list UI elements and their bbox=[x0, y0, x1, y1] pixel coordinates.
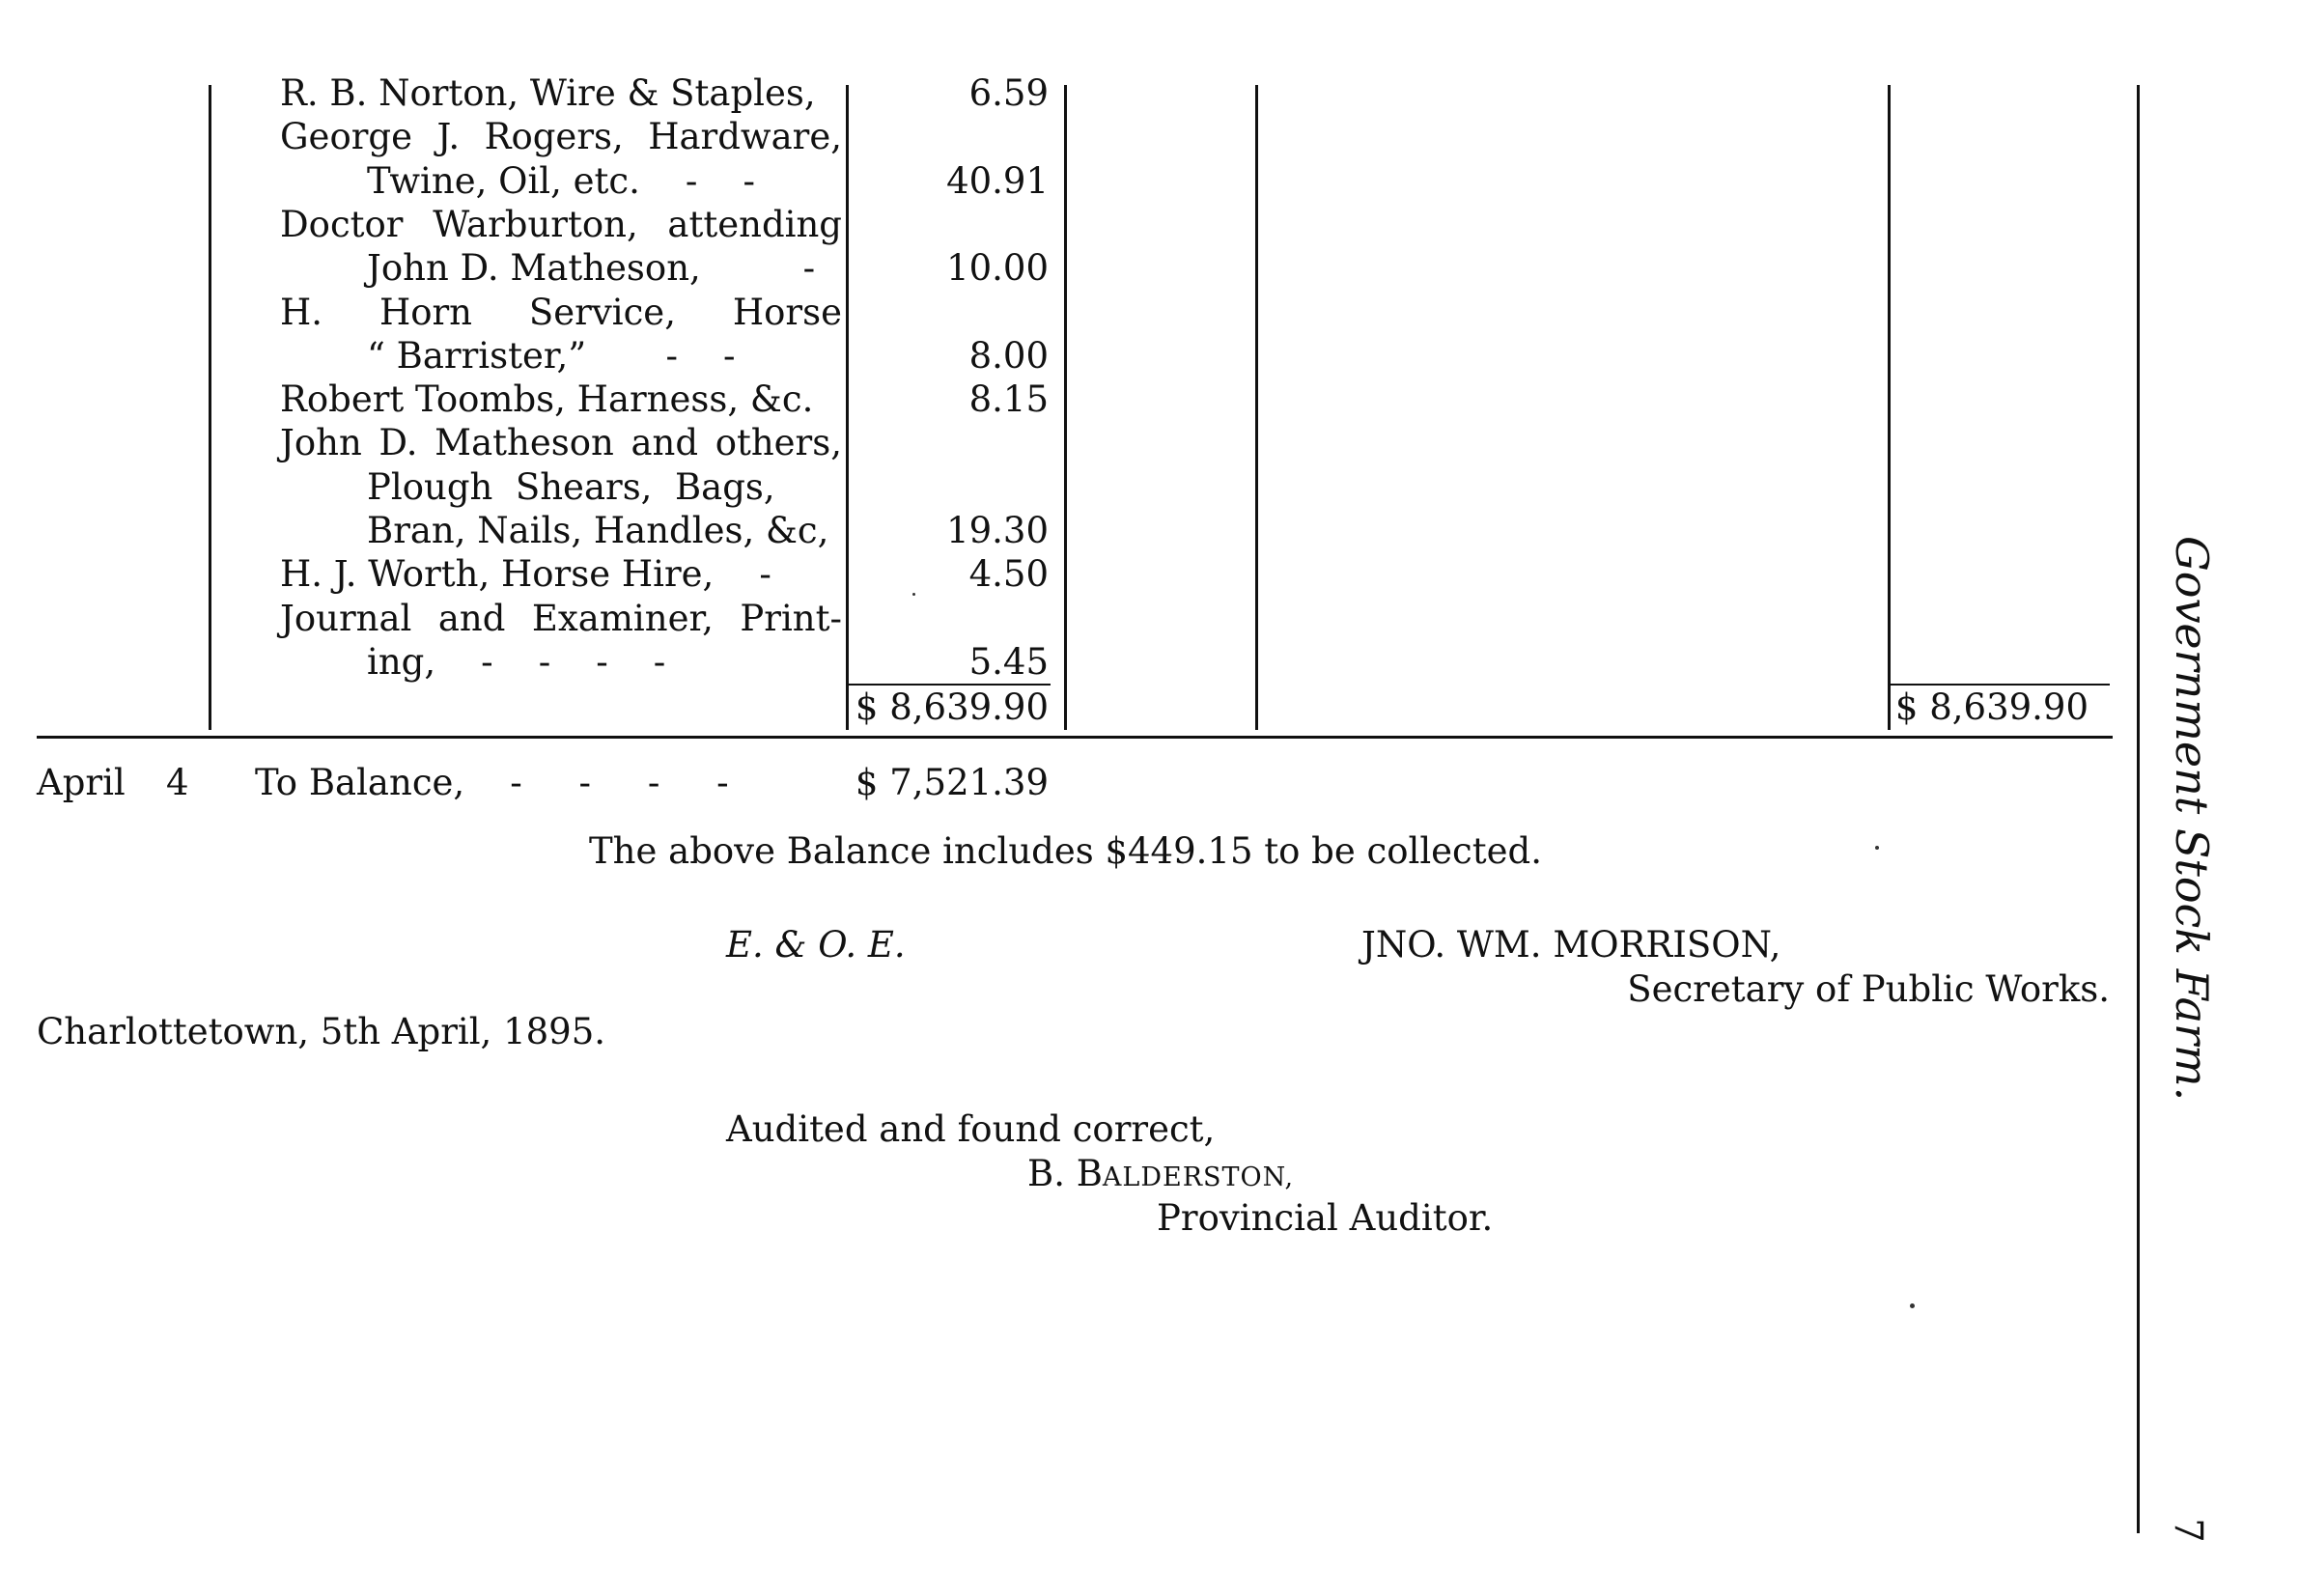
ledger-total-left: $ 8,639.90 bbox=[855, 686, 1049, 728]
ledger-bottom-rule bbox=[37, 736, 2113, 739]
ledger-entry-amount: 40.91 bbox=[946, 159, 1049, 202]
ledger-entry-line: Plough Shears, Bags, bbox=[367, 465, 775, 508]
balance-day: 4 bbox=[166, 762, 189, 803]
ledger-entry-amount: 4.50 bbox=[968, 553, 1049, 596]
ledger-entry-line: Robert Toombs, Harness, &c. bbox=[280, 378, 814, 421]
ledger-entry-amount: 8.00 bbox=[968, 334, 1049, 377]
running-title: Government Stock Farm. bbox=[2166, 536, 2218, 1102]
ledger-entry-line: Twine, Oil, etc. - - bbox=[367, 159, 755, 202]
ledger-rule-left bbox=[209, 85, 211, 730]
ledger-entry-line: “ Barrister,” - - bbox=[367, 334, 736, 377]
errors-omissions-excepted: E. & O. E. bbox=[726, 924, 906, 966]
print-speck bbox=[1910, 1303, 1915, 1308]
balance-month: April bbox=[37, 762, 126, 803]
auditor-name-initial: B. B bbox=[1027, 1153, 1103, 1194]
auditor-name bbox=[1027, 1152, 1294, 1199]
ledger-rule-amount-left bbox=[846, 85, 849, 730]
signatory-title: Secretary of Public Works. bbox=[1627, 968, 2110, 1010]
ledger-entry-amount: 6.59 bbox=[968, 72, 1049, 114]
page-rule-right bbox=[2137, 85, 2140, 1533]
ledger-entry-amount: 5.45 bbox=[968, 640, 1049, 683]
ledger-entry-line: H. J. Worth, Horse Hire, - bbox=[280, 553, 771, 596]
ledger-total-right: $ 8,639.90 bbox=[1894, 686, 2089, 728]
ledger-rule-amount-right bbox=[1064, 85, 1067, 730]
ledger-entry-line: John D. Matheson, - bbox=[367, 247, 816, 290]
page-number: 7 bbox=[2166, 1518, 2210, 1543]
ledger-entry-amount: 8.15 bbox=[968, 378, 1049, 421]
ledger-entry-amount: 10.00 bbox=[946, 247, 1049, 290]
auditor-name-rest: ALDERSTON, bbox=[1102, 1162, 1295, 1192]
ledger-entry-amount: 19.30 bbox=[946, 510, 1049, 551]
ledger-entry-line: Journal and Examiner, Print- bbox=[280, 597, 842, 639]
ledger-entry-line: Bran, Nails, Handles, &c, bbox=[367, 510, 829, 551]
ledger-entry-line: R. B. Norton, Wire & Staples, bbox=[280, 72, 816, 114]
ledger-entry-line: ing, - - - - bbox=[367, 640, 666, 683]
ledger-rule-right-amount bbox=[1888, 85, 1891, 730]
ledger-rule-middle bbox=[1255, 85, 1258, 730]
signatory-name: JNO. WM. MORRISON, bbox=[1361, 924, 1781, 966]
audit-statement: Audited and found correct, bbox=[726, 1108, 1216, 1150]
auditor-title: Provincial Auditor. bbox=[1157, 1197, 1494, 1239]
balance-amount: $ 7,521.39 bbox=[855, 762, 1049, 803]
ledger-entry-line: George J. Rogers, Hardware, bbox=[280, 116, 842, 158]
balance-label: To Balance, - - - - bbox=[255, 762, 729, 803]
balance-note: The above Balance includes $449.15 to be collected. bbox=[589, 830, 1542, 872]
place-date: Charlottetown, 5th April, 1895. bbox=[37, 1011, 606, 1052]
ledger-entry-line: Doctor Warburton, attending bbox=[280, 203, 842, 245]
print-speck bbox=[1875, 846, 1879, 850]
ledger-entry-line: H. Horn Service, Horse bbox=[280, 291, 842, 333]
print-speck bbox=[912, 593, 915, 596]
ledger-entry-line: John D. Matheson and others, bbox=[280, 422, 842, 464]
